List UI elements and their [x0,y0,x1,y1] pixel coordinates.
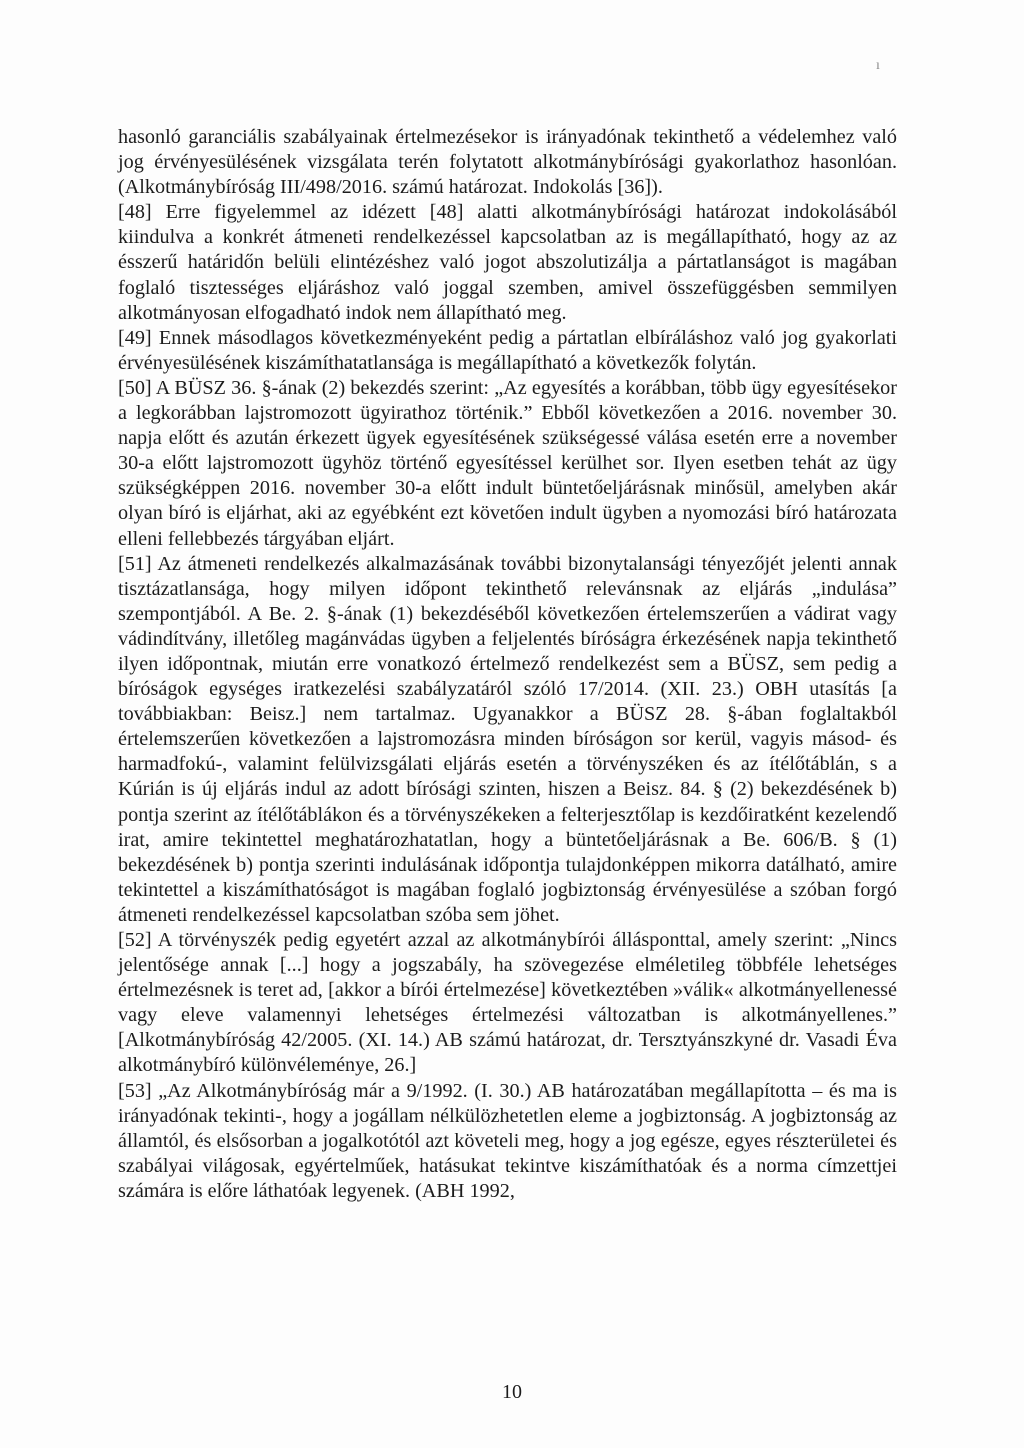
document-body [118,125,897,1204]
paragraph-continuation: hasonló garanciális szabályainak értelmezésekor is irányadónak tekinthető a védelemhez való jog érvényesülésének vizsgálata terén folytatott alkotmánybírósági gyakorlathoz hasonlóan. (Alkotmánybíróság III/498/2016. számú határozat. Indokolás [36]). [118,126,897,199]
scan-mark: ı [876,58,880,73]
paragraph-50: [50] A BÜSZ 36. §-ának (2) bekezdés szerint: „Az egyesítés a korábban, több ügy egyesítésekor a legkorábban lajstromozott ügyirathoz történik.” Ebből következően a 2016. november 30. napja előtt és azután érkezett ügyek egyesítésének szükségessé válása esetén erre a november 30-a előtt lajstromozott ügyhöz történő egyesítéssel kerülhet sor. Ilyen esetben tehát az ügy szükségképpen 2016. november 30-a előtt indult büntetőeljárásnak minősül, amelyben akár olyan bíró is eljárhat, aki az egyébként ezt követően indult ügyben a nyomozási bíró határozata elleni fellebbezés tárgyában eljárt. [118,376,897,550]
paragraph-49: [49] Ennek másodlagos következményeként pedig a pártatlan elbíráláshoz való jog gyakorlati érvényesülésének kiszámíthatatlansága is megállapítható a következők folytán. [118,326,897,374]
paragraph-52: [52] A törvényszék pedig egyetért azzal az alkotmánybírói állásponttal, amely szerint: „Nincs jelentősége annak [...] hogy a jogszabály, ha szövegezése elméletileg többféle lehetséges értelmezésnek is teret ad, [akkor a bírói értelmezése] következtében »válik« alkotmányellenessé vagy eleve valamennyi lehetséges értelmezési változatban is alkotmányellenes.” [Alkotmánybíróság 42/2005. (XI. 14.) AB számú határozat, dr. Tersztyánszkyné dr. Vasadi Éva alkotmánybíró különvéleménye, 26.] [118,929,897,1077]
page-number: 10 [502,1381,522,1403]
paragraph-51: [51] Az átmeneti rendelkezés alkalmazásának további bizonytalansági tényezőjét jelenti annak tisztázatlansága, hogy milyen időpont tekinthető relevánsnak az eljárás „indulása” szempontjából. A Be. 2. §-ának (1) bekezdéséből következően értelemszerűen a vádirat vagy vádindítvány, illetőleg magánvádas ügyben a feljelentés bíróságra érkezésének napja tekinthető ilyen időpontnak, miután erre vonatkozó értelmező rendelkezést sem a BÜSZ, sem pedig a bíróságok egységes iratkezelési szabályzatáról szóló 17/2014. (XII. 23.) OBH utasítás [a továbbiakban: Beisz.] nem tartalmaz. Ugyanakkor a BÜSZ 28. §-ában foglaltakból értelemszerűen következően a lajstromozásra minden bíróságon sor kerül, vagyis másod- és harmadfokú-, valamint felülvizsgálati eljárás esetén a törvényszéken és az ítélőtáblán, s a Kúrián is új eljárás indul az adott bírósági szinten, hiszen a Beisz. 84. § (2) bekezdésének b) pontja szerint az ítélőtáblákon és a törvényszékeken a felterjesztőlap is kezdőiratként kezelendő irat, amire tekintettel meghatározhatatlan, hogy a büntetőeljárásnak a Be. 606/B. § (1) bekezdésének b) pontja szerinti indulásának időpontja tulajdonképpen mikorra datálható, amire tekintettel a kiszámíthatóságot is magában foglaló jogbiztonság érvényesülése a szóban forgó átmeneti rendelkezéssel kapcsolatban szóba sem jöhet. [118,552,897,926]
paragraph-53: [53] „Az Alkotmánybíróság már a 9/1992. (I. 30.) AB határozatában megállapította – és ma is irányadónak tekinti-, hogy a jogállam nélkülözhetetlen eleme a jogbiztonság. A jogbiztonság az államtól, és elsősorban a jogalkotótól azt követeli meg, hogy a jog egésze, egyes részterületei és szabályai világosak, egyértelműek, hatásukat tekintve kiszámíthatóak és a norma címzettjei számára is előre láthatóak legyenek. (ABH 1992, [118,1079,897,1202]
paragraph-48: [48] Erre figyelemmel az idézett [48] alatti alkotmánybírósági határozat indokolásából kiindulva a konkrét átmeneti rendelkezéssel kapcsolatban az is megállapítható, hogy az az ésszerű határidőn belüli elintézéshez való jogot abszolutizálja a pártatlanságot is magában foglaló tisztességes eljáráshoz való joggal szemben, amivel összefüggésben semmilyen alkotmányosan elfogadható indok nem állapítható meg. [118,201,897,324]
